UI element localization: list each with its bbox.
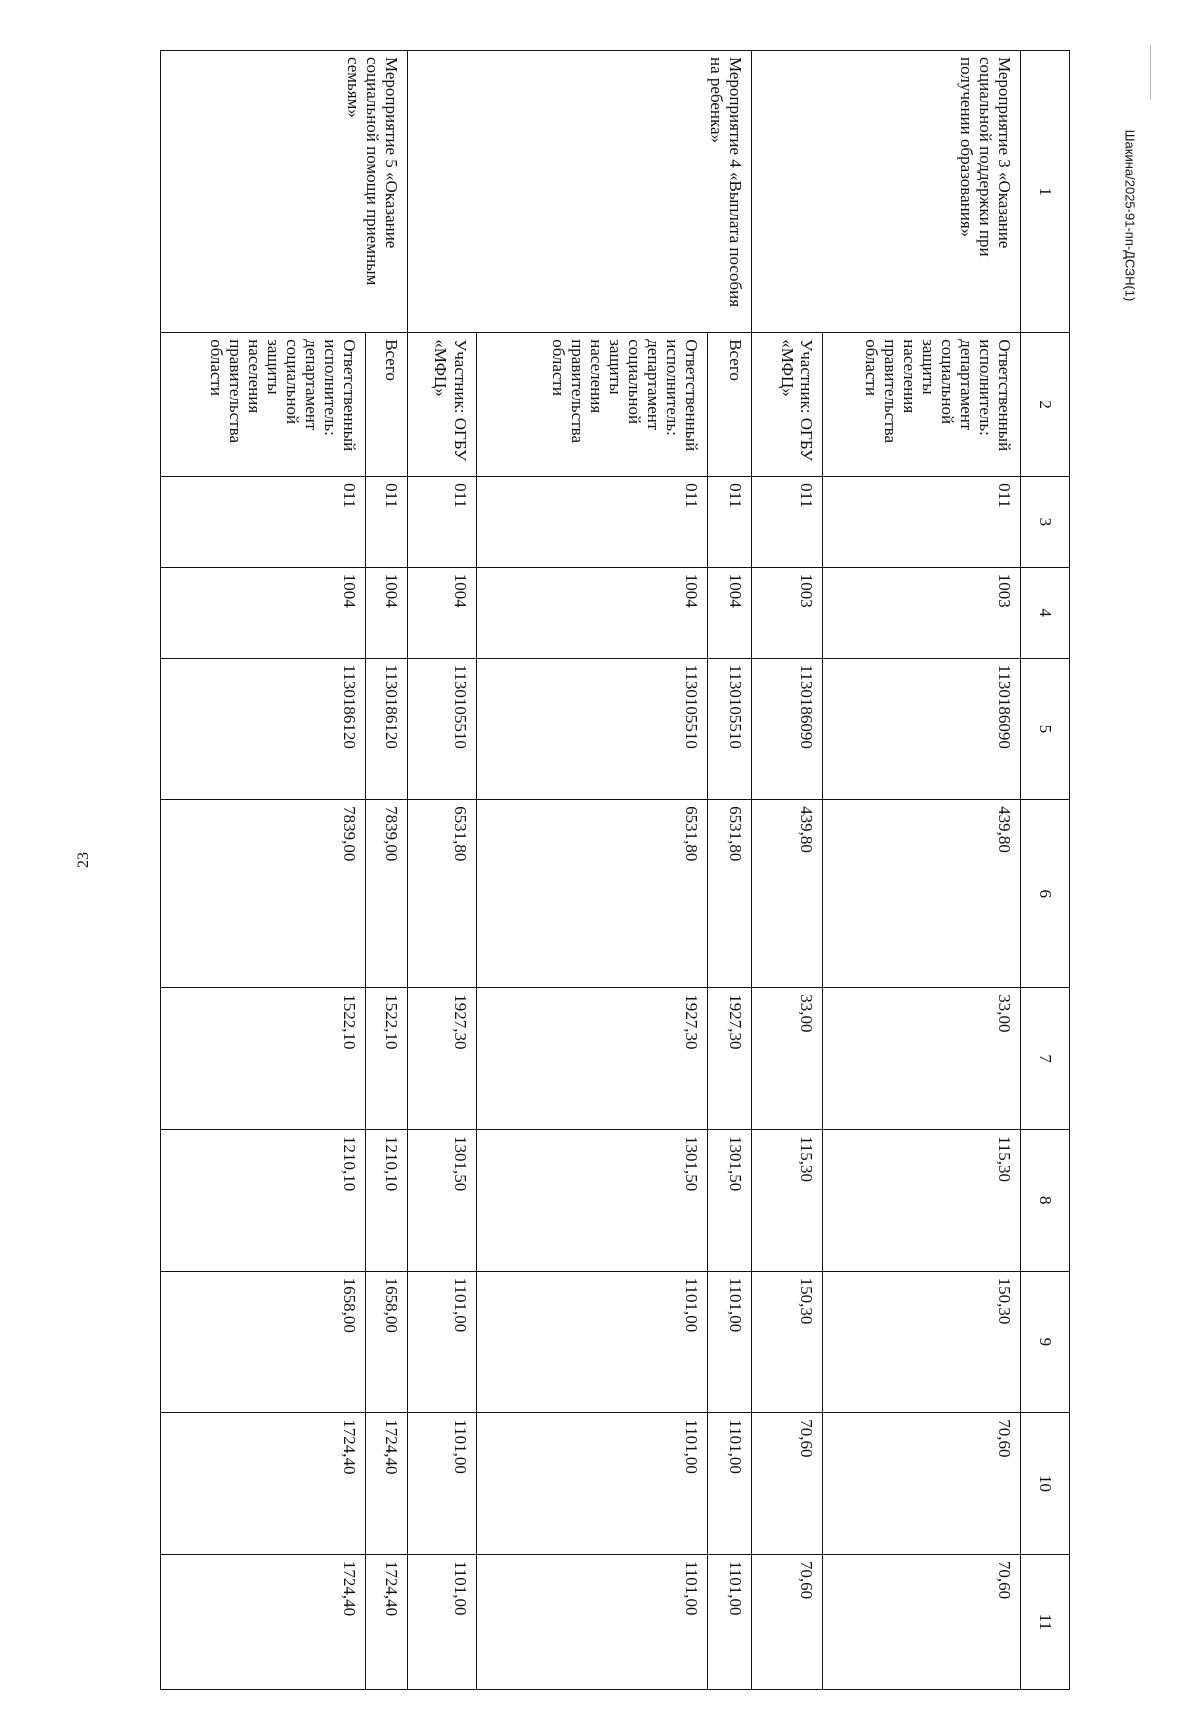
table-cell: 1927,30 bbox=[708, 988, 752, 1130]
table-cell: 1301,50 bbox=[708, 1129, 752, 1271]
table-cell: 1101,00 bbox=[708, 1271, 752, 1413]
header-cell: 10 bbox=[1021, 1413, 1070, 1555]
table-cell: 1301,50 bbox=[408, 1129, 476, 1271]
header-cell: 8 bbox=[1021, 1129, 1070, 1271]
header-cell: 2 bbox=[1021, 333, 1070, 477]
table-cell: 70,60 bbox=[822, 1413, 1021, 1555]
table-cell: 1101,00 bbox=[476, 1271, 708, 1413]
table-cell: 1130186090 bbox=[822, 658, 1021, 800]
header-cell: 9 bbox=[1021, 1271, 1070, 1413]
table-cell: 1210,10 bbox=[161, 1129, 366, 1271]
table-cell: 1301,50 bbox=[476, 1129, 708, 1271]
scan-mark bbox=[1150, 45, 1151, 100]
table-cell: 1522,10 bbox=[366, 988, 408, 1130]
page-number: 23 bbox=[75, 852, 92, 868]
table-cell: 1522,10 bbox=[161, 988, 366, 1130]
table-cell: 1658,00 bbox=[366, 1271, 408, 1413]
table-cell: 011 bbox=[476, 477, 708, 568]
table-cell: 1101,00 bbox=[476, 1413, 708, 1555]
table-cell: 1130105510 bbox=[408, 658, 476, 800]
executor-cell: Ответственный исполнитель: департамент социальной защиты населения правительства области bbox=[476, 333, 708, 477]
table-cell: 1210,10 bbox=[366, 1129, 408, 1271]
header-cell: 1 bbox=[1021, 51, 1070, 333]
table-cell: 115,30 bbox=[822, 1129, 1021, 1271]
header-cell: 3 bbox=[1021, 477, 1070, 568]
table-cell: 011 bbox=[822, 477, 1021, 568]
table-cell: 1004 bbox=[408, 567, 476, 658]
table-cell: 1927,30 bbox=[476, 988, 708, 1130]
table-cell: 011 bbox=[366, 477, 408, 568]
table-cell: 33,00 bbox=[752, 988, 823, 1130]
table-cell: 70,60 bbox=[752, 1554, 823, 1689]
table-cell: 1004 bbox=[476, 567, 708, 658]
table-cell: 1101,00 bbox=[408, 1271, 476, 1413]
table-cell: 1724,40 bbox=[366, 1554, 408, 1689]
executor-cell: Ответственный исполнитель: департамент социальной защиты населения правительства области bbox=[161, 333, 366, 477]
table-cell: 7839,00 bbox=[161, 800, 366, 988]
executor-cell: Всего bbox=[708, 333, 752, 477]
activity-name-cell: Мероприятие 4 «Выплата пособия на ребенка» bbox=[408, 51, 752, 333]
table-cell: 1101,00 bbox=[476, 1554, 708, 1689]
table-cell: 1724,40 bbox=[366, 1413, 408, 1555]
table-cell: 1658,00 bbox=[161, 1271, 366, 1413]
executor-cell: Ответственный исполнитель: департамент социальной защиты населения правительства области bbox=[822, 333, 1021, 477]
table-cell: 1003 bbox=[752, 567, 823, 658]
table-cell: 7839,00 bbox=[366, 800, 408, 988]
table-cell: 33,00 bbox=[822, 988, 1021, 1130]
table-cell: 1004 bbox=[366, 567, 408, 658]
table-cell: 1004 bbox=[708, 567, 752, 658]
table-cell: 150,30 bbox=[822, 1271, 1021, 1413]
table-cell: 011 bbox=[408, 477, 476, 568]
activity-name-cell: Мероприятие 5 «Оказание социальной помощи приемным семьям» bbox=[161, 51, 408, 333]
table-row bbox=[708, 51, 752, 1690]
table-cell: 439,80 bbox=[752, 800, 823, 988]
table-cell: 6531,80 bbox=[476, 800, 708, 988]
executor-cell: Участник: ОГБУ «МФЦ» bbox=[408, 333, 476, 477]
table-cell: 1130186120 bbox=[366, 658, 408, 800]
table-header-row bbox=[1021, 51, 1070, 1690]
header-cell: 6 bbox=[1021, 800, 1070, 988]
header-cell: 11 bbox=[1021, 1554, 1070, 1689]
table-cell: 70,60 bbox=[822, 1554, 1021, 1689]
table-cell: 115,30 bbox=[752, 1129, 823, 1271]
program-table bbox=[160, 50, 1070, 1690]
table-cell: 150,30 bbox=[752, 1271, 823, 1413]
table-cell: 1101,00 bbox=[708, 1413, 752, 1555]
header-cell: 5 bbox=[1021, 658, 1070, 800]
table-row bbox=[366, 51, 408, 1690]
header-cell: 7 bbox=[1021, 988, 1070, 1130]
table-cell: 1130186120 bbox=[161, 658, 366, 800]
table-cell: 1927,30 bbox=[408, 988, 476, 1130]
table-cell: 1130105510 bbox=[476, 658, 708, 800]
table-cell: 6531,80 bbox=[408, 800, 476, 988]
table-cell: 70,60 bbox=[752, 1413, 823, 1555]
table-row bbox=[822, 51, 1021, 1690]
table-cell: 1003 bbox=[822, 567, 1021, 658]
table-cell: 011 bbox=[708, 477, 752, 568]
table-cell: 1101,00 bbox=[408, 1554, 476, 1689]
header-cell: 4 bbox=[1021, 567, 1070, 658]
table-cell: 1724,40 bbox=[161, 1413, 366, 1555]
table-cell: 1004 bbox=[161, 567, 366, 658]
activity-name-cell: Мероприятие 3 «Оказание социальной поддержки при получении образования» bbox=[752, 51, 1021, 333]
table-cell: 439,80 bbox=[822, 800, 1021, 988]
table-cell: 1101,00 bbox=[708, 1554, 752, 1689]
executor-cell: Участник: ОГБУ «МФЦ» bbox=[752, 333, 823, 477]
table-cell: 1130105510 bbox=[708, 658, 752, 800]
executor-cell: Всего bbox=[366, 333, 408, 477]
table-cell: 011 bbox=[161, 477, 366, 568]
document-code-text: Шакина/2025-91-пп-ДСЗН(1) bbox=[1122, 129, 1138, 302]
rotated-table-container bbox=[160, 50, 1070, 1690]
table-cell: 1101,00 bbox=[408, 1413, 476, 1555]
table-cell: 1130186090 bbox=[752, 658, 823, 800]
document-code bbox=[1110, 129, 1150, 302]
table-cell: 6531,80 bbox=[708, 800, 752, 988]
table-cell: 011 bbox=[752, 477, 823, 568]
table-cell: 1724,40 bbox=[161, 1554, 366, 1689]
